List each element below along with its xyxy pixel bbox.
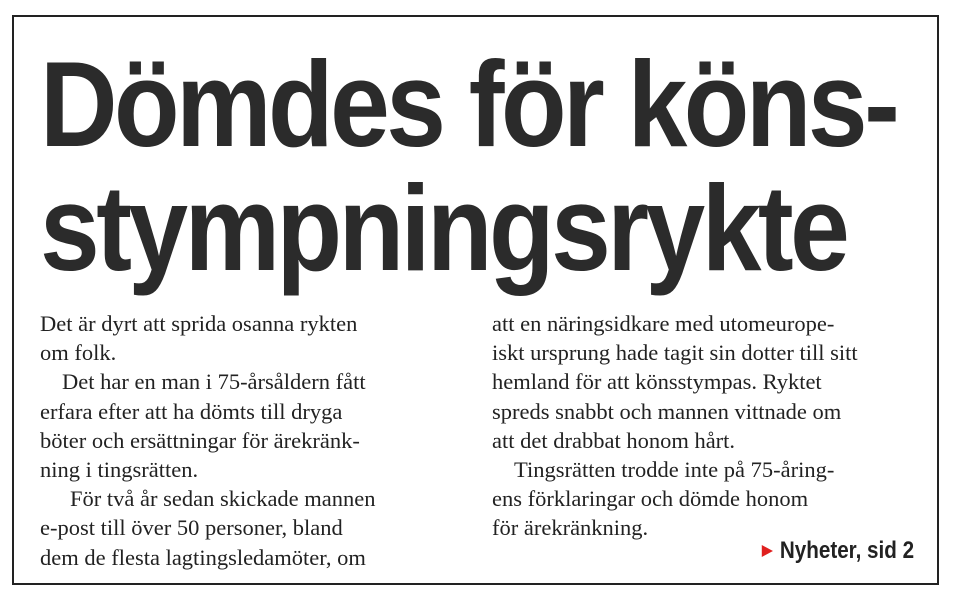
body-line: att det drabbat honom hårt.: [492, 427, 736, 453]
body-column-right: [492, 309, 922, 543]
body-line: dem de flesta lagtingsledamöter, om: [40, 544, 366, 570]
body-column-left: [40, 309, 460, 572]
body-line: Det är dyrt att sprida osanna rykten: [40, 311, 358, 336]
headline-line-2: stympningsrykte: [40, 160, 847, 296]
body-line: För två år sedan skickade mannen: [70, 486, 376, 512]
body-line: e-post till över 50 personer, bland: [40, 515, 343, 541]
body-line: för ärekränkning.: [492, 515, 649, 541]
section-reference-text: Nyheter, sid 2: [779, 537, 914, 564]
body-line: erfara efter att ha dömts till dryga: [40, 398, 343, 424]
arrow-right-icon: [762, 545, 773, 557]
section-reference-link[interactable]: [762, 536, 914, 566]
body-line: ning i tingsrätten.: [40, 457, 199, 483]
body-line: spreds snabbt och mannen vittnade om: [492, 398, 842, 424]
body-line: Tingsrätten trodde inte på 75-åring-: [514, 457, 835, 483]
body-line: böter och ersättningar för ärekränk-: [40, 427, 360, 453]
body-line: Det har en man i 75-årsåldern fått: [62, 369, 366, 395]
headline-line-1: Dömdes för köns-: [40, 36, 897, 172]
body-line: att en näringsidkare med utomeurope-: [492, 311, 835, 336]
body-line: hemland för att könsstympas. Ryktet: [492, 369, 822, 395]
body-line: om folk.: [40, 340, 117, 366]
body-line: ens förklaringar och dömde honom: [492, 486, 809, 512]
headline: [40, 36, 897, 296]
body-line: iskt ursprung hade tagit sin dotter till sitt: [492, 340, 858, 366]
